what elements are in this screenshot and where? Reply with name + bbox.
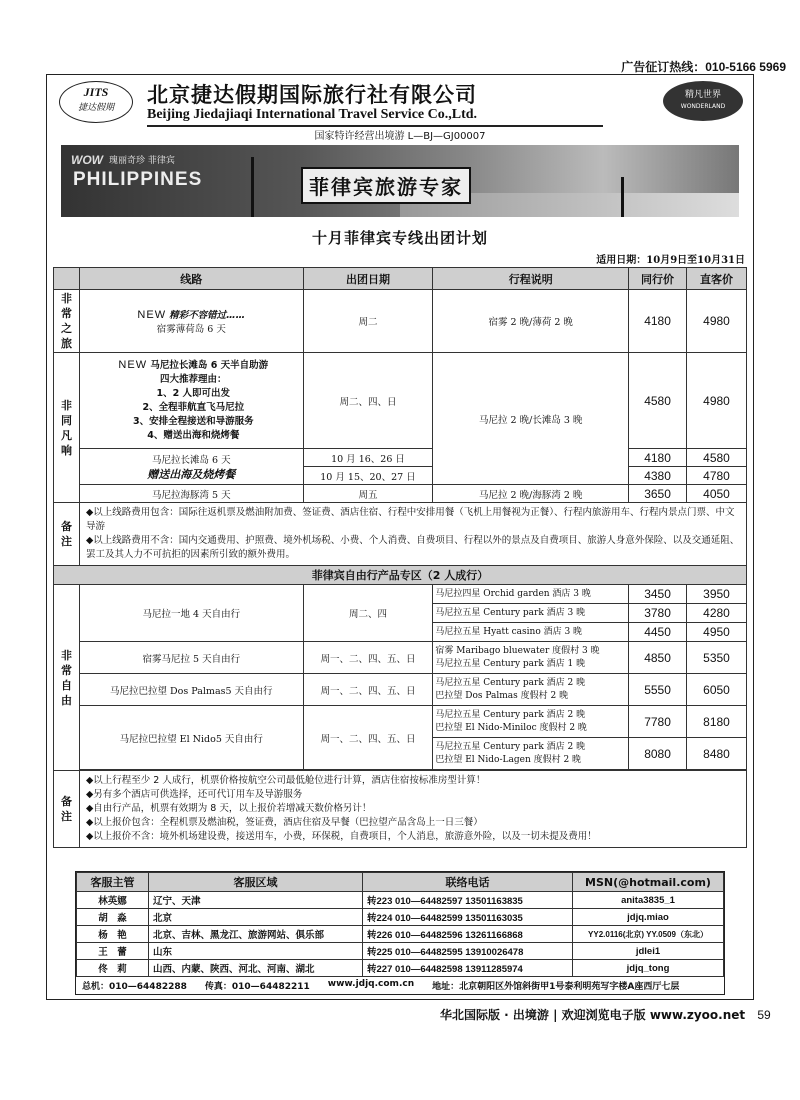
banner-philippines: PHILIPPINES [73, 169, 203, 190]
main-phone: 总机：010—64482288 [82, 982, 187, 992]
palm-tree-icon [251, 157, 254, 217]
website: www.jdjq.com.cn [327, 979, 415, 989]
hotel-option: 宿雾 Maribago bluewater 度假村 3 晚 马尼拉五星 Century park 酒店 1 晚 [433, 642, 629, 674]
note-item: ◆以上行程至少 2 人成行，机票价格按航空公司最低舱位进行计算，酒店住宿按标准房型计算！ [85, 775, 486, 786]
philippines-banner [61, 145, 739, 217]
depart-date: 周二 [303, 290, 433, 353]
banner-wow: WOW [71, 153, 103, 167]
free-section-title: 菲律宾自由行产品专区（2 人成行） [54, 566, 747, 585]
header-itinerary: 行程说明 [433, 268, 629, 290]
company-name-en: Beijing Jiedajiaqi International Travel Service Co.,Ltd. [147, 107, 478, 122]
route-bonus: 赠送出海及烧烤餐 [147, 467, 236, 481]
section-label: 非同凡响 [54, 353, 80, 503]
reason-item: 1、2 人即可出发 [156, 388, 231, 399]
header-direct-price: 直客价 [687, 268, 747, 290]
palm-tree-icon [621, 177, 624, 217]
contact-row [77, 926, 724, 943]
header-route: 线路 [79, 268, 303, 290]
contact-row [77, 960, 724, 977]
table-row [54, 706, 747, 738]
contact-name: 王 蕾 [77, 943, 149, 960]
direct-price: 5350 [687, 642, 747, 674]
direct-price: 4280 [687, 604, 747, 623]
agent-price: 4380 [629, 467, 687, 485]
note-item: ◆以上报价包含：全程机票及燃油税，签证费，酒店住宿及早餐（巴拉望产品含岛上一日三餐） [85, 817, 483, 828]
contact-row [77, 943, 724, 960]
route-name: 马尼拉巴拉望 El Nido5 天自由行 [79, 706, 303, 770]
contact-phone: 转226 010—64482596 13261166868 [363, 926, 573, 943]
direct-price: 8180 [687, 706, 747, 738]
route-cell [79, 290, 303, 353]
new-badge: NEW [137, 309, 167, 321]
depart-date: 周一、二、四、五、日 [303, 642, 433, 674]
direct-price: 8480 [687, 738, 747, 770]
note-item: ◆以上线路费用包含：国际往返机票及燃油附加费、签证费、酒店住宿、行程中安排用餐（飞机上用餐视为正餐）、行程内旅游用车、行程内景点门票、中文导游 [85, 507, 735, 532]
ad-hotline: 广告征订热线：010-5166 5969 [621, 60, 786, 74]
direct-price: 4980 [687, 290, 747, 353]
wonderland-badge [663, 81, 743, 121]
notes-cell [79, 771, 746, 848]
contact-row [77, 892, 724, 909]
route-name: 马尼拉长滩岛 6 天 [151, 454, 231, 466]
table-row [54, 449, 747, 467]
header-agent-price: 同行价 [629, 268, 687, 290]
table-row [54, 485, 747, 503]
address: 地址：北京朝阳区外馆斜街甲1号泰利明苑写字楼A座西厅七层 [432, 982, 680, 992]
header-manager: 客服主管 [77, 873, 149, 892]
contact-phone: 转223 010—64482597 13501163835 [363, 892, 573, 909]
new-badge: NEW [118, 359, 148, 371]
header-msn: MSN(@hotmail.com) [573, 873, 724, 892]
agent-price: 4180 [629, 449, 687, 467]
contact-region: 山西、内蒙、陕西、河北、河南、湖北 [149, 960, 363, 977]
header-blank [54, 268, 80, 290]
route-name: 宿雾薄荷岛 6 天 [156, 324, 226, 335]
badge-en: WONDERLAND [680, 103, 726, 110]
table-row [54, 290, 747, 353]
route-cell [79, 449, 303, 485]
banner-expert: 菲律宾旅游专家 [301, 167, 471, 204]
agent-price: 4850 [629, 642, 687, 674]
direct-price: 6050 [687, 674, 747, 706]
hotel-option: 马尼拉五星 Century park 酒店 2 晚 巴拉望 El Nido-Miniloc 度假村 2 晚 [433, 706, 629, 738]
contact-msn: jdjq.miao [573, 909, 724, 926]
route-name: 马尼拉海豚湾 5 天 [79, 485, 303, 503]
contact-msn: YY2.0116(北京) YY.0509（东北） [573, 926, 724, 943]
table-row [54, 585, 747, 604]
route-highlight: 精彩不容错过…… [169, 310, 246, 321]
note-item: ◆自由行产品，机票有效期为 8 天，以上报价若增减天数价格另计！ [85, 803, 372, 814]
hotel-option: 马尼拉五星 Century park 酒店 2 晚 巴拉望 Dos Palmas 度假村 2 晚 [433, 674, 629, 706]
reason-item: 4、赠送出海和烧烤餐 [147, 430, 240, 441]
hotel-option: 马尼拉五星 Century park 酒店 3 晚 [433, 604, 629, 623]
contact-msn: jdlei1 [573, 943, 724, 960]
plan-title: 十月菲律宾专线出团计划 [311, 229, 488, 247]
page-number: 59 [757, 1008, 771, 1022]
contact-row [77, 909, 724, 926]
table-row [54, 674, 747, 706]
header-date: 出团日期 [303, 268, 433, 290]
direct-price: 4950 [687, 623, 747, 642]
notes-cell [79, 503, 746, 566]
hotel-option: 马尼拉五星 Century park 酒店 2 晚 巴拉望 El Nido-Lagen 度假村 2 晚 [433, 738, 629, 770]
contact-name: 林英娜 [77, 892, 149, 909]
agent-price: 4180 [629, 290, 687, 353]
depart-date: 周一、二、四、五、日 [303, 706, 433, 770]
contact-region: 辽宁、天津 [149, 892, 363, 909]
license-text: 国家特许经营出境游 L—BJ—GJ00007 [314, 131, 486, 142]
footer-text: 华北国际版 · 出境游 | 欢迎浏览电子版 www.zyoo.net [440, 1008, 746, 1022]
route-name: 马尼拉一地 4 天自由行 [79, 585, 303, 642]
hotel-option: 马尼拉四星 Orchid garden 酒店 3 晚 [433, 585, 629, 604]
date-range: 适用日期：10月9日至10月31日 [596, 255, 745, 266]
note-item: ◆以上线路费用不含：国内交通费用、护照费、境外机场税、小费、个人消费、自费项目、行程以外的景点及自费项目、旅游人身意外保险、以及交通延阻、罢工及其人力不可抗拒的因素所引致的额外费用。 [85, 535, 740, 560]
agent-price: 3450 [629, 585, 687, 604]
contact-msn: anita3835_1 [573, 892, 724, 909]
itinerary: 马尼拉 2 晚/海豚湾 2 晚 [433, 485, 629, 503]
route-name: 宿雾马尼拉 5 天自由行 [79, 642, 303, 674]
reasons-title: 四大推荐理由： [160, 374, 227, 385]
company-name-zh: 北京捷达假期国际旅行社有限公司 [147, 82, 477, 107]
badge-zh: 精凡世界 [684, 90, 721, 100]
contact-region: 北京 [149, 909, 363, 926]
notes-label: 备注 [54, 503, 80, 566]
contact-phone: 转225 010—64482595 13910026478 [363, 943, 573, 960]
direct-price: 3950 [687, 585, 747, 604]
agent-price: 4580 [629, 353, 687, 449]
tour-table [53, 267, 747, 848]
note-item: ◆另有多个酒店可供选择，还可代订用车及导游服务 [85, 789, 303, 800]
agent-price: 8080 [629, 738, 687, 770]
note-item: ◆以上报价不含：境外机场建设费，接送用车，小费，环保税，自费项目，个人消息，旅游意外险，以及一切未提及费用！ [85, 831, 597, 842]
section-label: 非常之旅 [54, 290, 80, 353]
contact-name: 胡 淼 [77, 909, 149, 926]
contact-msn: jdjq_tong [573, 960, 724, 977]
depart-date: 周五 [303, 485, 433, 503]
notes-label: 备注 [54, 771, 80, 848]
contact-region: 北京、吉林、黑龙江、旅游网站、俱乐部 [149, 926, 363, 943]
depart-date: 10 月 16、26 日 [303, 449, 433, 467]
jits-logo [59, 81, 133, 123]
agent-price: 7780 [629, 706, 687, 738]
header-region: 客服区域 [149, 873, 363, 892]
page-footer [440, 1006, 771, 1023]
hotel-option: 马尼拉五星 Hyatt casino 酒店 3 晚 [433, 623, 629, 642]
table-row [54, 771, 747, 848]
table-row [54, 566, 747, 585]
depart-date: 10 月 15、20、27 日 [303, 467, 433, 485]
contact-box [75, 871, 725, 995]
agent-price: 3780 [629, 604, 687, 623]
contact-name: 佟 莉 [77, 960, 149, 977]
agent-price: 3650 [629, 485, 687, 503]
contact-table [76, 872, 724, 977]
table-row [54, 353, 747, 449]
reason-item: 3、安排全程接送和导游服务 [132, 416, 254, 427]
route-name: 马尼拉巴拉望 Dos Palmas5 天自由行 [79, 674, 303, 706]
logo-en: JITS [83, 85, 109, 99]
contact-footer [76, 977, 724, 994]
contact-name: 杨 艳 [77, 926, 149, 943]
depart-date: 周二、四 [303, 585, 433, 642]
direct-price: 4580 [687, 449, 747, 467]
section-label: 非常自由 [54, 585, 80, 771]
fax: 传真：010—64482211 [204, 982, 310, 992]
route-cell [79, 353, 303, 449]
header-phone: 联络电话 [363, 873, 573, 892]
reason-item: 2、全程菲航直飞马尼拉 [142, 402, 245, 413]
contact-region: 山东 [149, 943, 363, 960]
table-header-row [54, 268, 747, 290]
logo-zh: 捷达假期 [77, 103, 114, 113]
itinerary: 马尼拉 2 晚/长滩岛 3 晚 [433, 353, 629, 485]
depart-date: 周二、四、日 [303, 353, 433, 449]
direct-price: 4980 [687, 353, 747, 449]
direct-price: 4050 [687, 485, 747, 503]
contact-header-row [77, 873, 724, 892]
banner-tagline: 瑰丽奇珍 菲律宾 [109, 156, 175, 166]
agent-price: 4450 [629, 623, 687, 642]
direct-price: 4780 [687, 467, 747, 485]
agent-price: 5550 [629, 674, 687, 706]
itinerary: 宿雾 2 晚/薄荷 2 晚 [433, 290, 629, 353]
company-header [47, 75, 753, 141]
depart-date: 周一、二、四、五、日 [303, 674, 433, 706]
table-row [54, 642, 747, 674]
ad-frame [46, 74, 754, 1000]
table-row [54, 503, 747, 566]
route-name: 马尼拉长滩岛 6 天半自助游 [150, 360, 269, 371]
contact-phone: 转227 010—64482598 13911285974 [363, 960, 573, 977]
contact-phone: 转224 010—64482599 13501163035 [363, 909, 573, 926]
